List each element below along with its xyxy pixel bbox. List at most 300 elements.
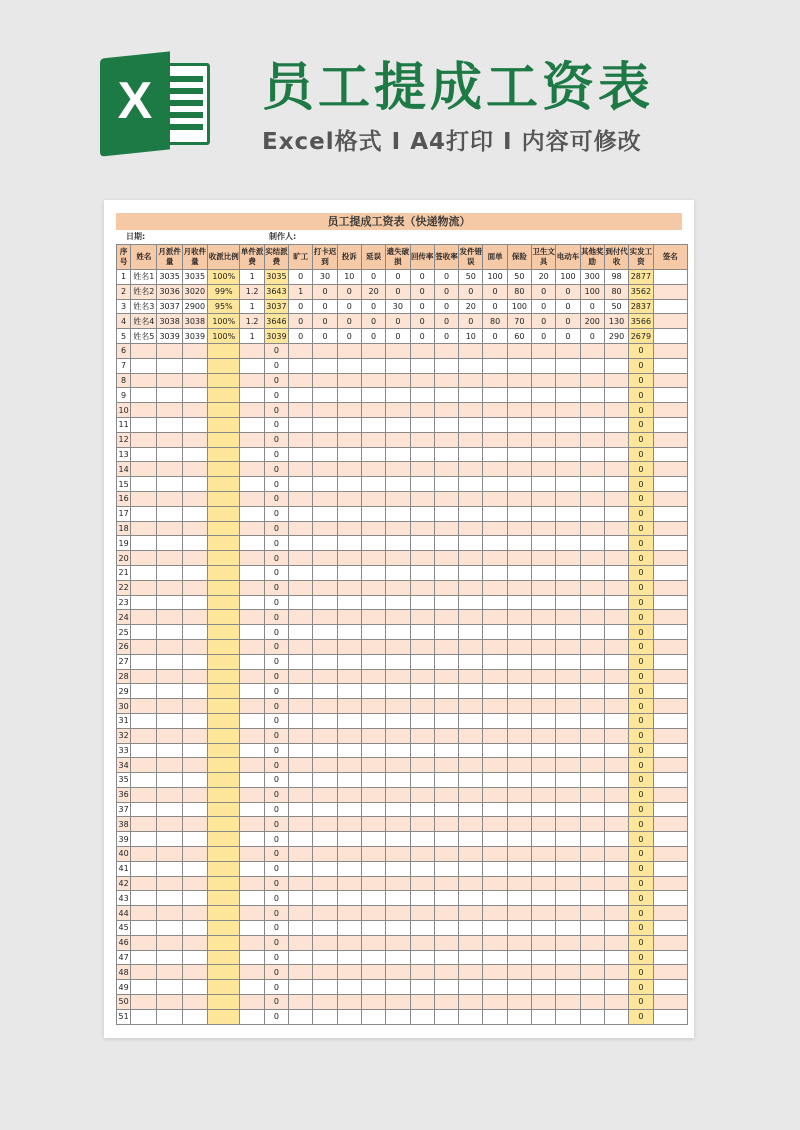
table-cell[interactable] [131,536,157,551]
table-cell[interactable] [313,713,337,728]
table-cell[interactable] [483,876,507,891]
table-cell[interactable]: 姓名3 [131,299,157,314]
table-cell[interactable] [289,343,313,358]
table-cell[interactable] [386,625,410,640]
table-cell[interactable]: 0 [289,329,313,344]
table-cell[interactable]: 20 [361,284,385,299]
table-cell[interactable] [337,773,361,788]
table-cell[interactable] [337,802,361,817]
table-cell[interactable] [604,639,628,654]
table-cell[interactable]: 1.2 [240,314,264,329]
table-cell[interactable] [556,417,580,432]
table-cell[interactable] [556,787,580,802]
table-cell[interactable] [532,669,556,684]
table-cell[interactable] [532,876,556,891]
table-cell[interactable] [434,1009,458,1024]
table-cell[interactable] [653,403,687,418]
table-cell[interactable] [459,343,483,358]
table-cell[interactable] [653,595,687,610]
table-cell[interactable]: 0 [556,314,580,329]
table-cell[interactable] [434,521,458,536]
table-cell[interactable] [361,773,385,788]
table-cell[interactable]: 0 [386,329,410,344]
table-cell[interactable] [240,477,264,492]
table-cell[interactable] [556,388,580,403]
table-cell[interactable] [580,935,604,950]
table-cell[interactable] [434,477,458,492]
table-cell[interactable] [532,432,556,447]
table-cell[interactable] [157,580,182,595]
table-cell[interactable] [556,432,580,447]
table-cell[interactable] [459,980,483,995]
table-cell[interactable] [208,521,240,536]
table-cell[interactable] [386,358,410,373]
table-cell[interactable] [410,580,434,595]
table-cell[interactable] [532,921,556,936]
table-cell[interactable] [483,787,507,802]
table-cell[interactable] [337,699,361,714]
table-cell[interactable] [556,639,580,654]
table-cell[interactable]: 0 [264,906,288,921]
table-cell[interactable] [313,477,337,492]
table-cell[interactable] [157,639,182,654]
table-cell[interactable] [580,728,604,743]
table-cell[interactable] [653,373,687,388]
table-cell[interactable] [157,773,182,788]
table-cell[interactable] [157,891,182,906]
table-cell[interactable] [507,610,531,625]
table-cell[interactable] [289,743,313,758]
table-cell[interactable] [410,861,434,876]
table-cell[interactable] [483,758,507,773]
table-cell[interactable] [182,817,207,832]
table-cell[interactable] [240,565,264,580]
table-cell[interactable] [157,654,182,669]
table-cell[interactable] [483,906,507,921]
table-cell[interactable] [556,861,580,876]
table-cell[interactable] [410,536,434,551]
table-cell[interactable] [556,817,580,832]
table-cell[interactable] [337,551,361,566]
table-cell[interactable] [434,565,458,580]
table-cell[interactable]: 0 [629,417,653,432]
table-cell[interactable] [653,314,687,329]
table-cell[interactable] [313,861,337,876]
table-cell[interactable] [157,610,182,625]
table-cell[interactable]: 0 [629,728,653,743]
table-cell[interactable] [532,388,556,403]
table-cell[interactable] [208,935,240,950]
table-cell[interactable] [208,891,240,906]
table-cell[interactable] [386,639,410,654]
table-cell[interactable] [157,1009,182,1024]
table-cell[interactable] [337,417,361,432]
table-cell[interactable] [532,906,556,921]
table-cell[interactable] [434,906,458,921]
table-cell[interactable]: 0 [629,373,653,388]
table-cell[interactable] [131,773,157,788]
table-cell[interactable] [313,876,337,891]
table-cell[interactable] [289,906,313,921]
table-cell[interactable] [313,536,337,551]
table-cell[interactable] [580,491,604,506]
table-cell[interactable] [337,595,361,610]
table-cell[interactable] [434,462,458,477]
table-cell[interactable] [208,491,240,506]
table-cell[interactable] [580,388,604,403]
table-cell[interactable] [410,477,434,492]
table-cell[interactable] [604,625,628,640]
table-cell[interactable]: 300 [580,270,604,285]
table-cell[interactable] [386,876,410,891]
table-cell[interactable] [313,921,337,936]
table-cell[interactable] [434,773,458,788]
table-cell[interactable] [653,284,687,299]
table-cell[interactable]: 0 [629,817,653,832]
table-cell[interactable] [361,565,385,580]
table-cell[interactable] [410,343,434,358]
table-cell[interactable] [313,565,337,580]
table-cell[interactable] [410,787,434,802]
table-cell[interactable]: 0 [580,329,604,344]
table-cell[interactable]: 7 [117,358,131,373]
table-cell[interactable] [507,639,531,654]
table-cell[interactable] [182,580,207,595]
table-cell[interactable] [580,921,604,936]
table-cell[interactable]: 0 [629,521,653,536]
table-cell[interactable] [313,950,337,965]
table-cell[interactable] [337,358,361,373]
table-cell[interactable] [556,580,580,595]
table-cell[interactable] [507,1009,531,1024]
table-cell[interactable] [459,950,483,965]
table-cell[interactable] [313,832,337,847]
table-cell[interactable] [483,462,507,477]
table-cell[interactable]: 0 [264,536,288,551]
table-cell[interactable] [483,358,507,373]
table-cell[interactable] [131,891,157,906]
table-cell[interactable] [434,802,458,817]
table-cell[interactable] [289,580,313,595]
table-cell[interactable] [386,536,410,551]
table-cell[interactable] [653,684,687,699]
table-cell[interactable]: 0 [532,329,556,344]
table-cell[interactable]: 3020 [182,284,207,299]
table-cell[interactable] [182,995,207,1010]
table-cell[interactable]: 37 [117,802,131,817]
table-cell[interactable] [434,980,458,995]
table-cell[interactable] [483,343,507,358]
table-cell[interactable]: 0 [410,270,434,285]
table-cell[interactable] [208,847,240,862]
table-cell[interactable]: 0 [264,699,288,714]
table-cell[interactable] [313,491,337,506]
table-cell[interactable]: 0 [629,551,653,566]
table-cell[interactable] [483,373,507,388]
table-cell[interactable]: 0 [629,935,653,950]
table-cell[interactable] [556,625,580,640]
table-cell[interactable] [604,373,628,388]
table-cell[interactable] [653,610,687,625]
table-cell[interactable] [131,906,157,921]
table-cell[interactable]: 29 [117,684,131,699]
table-cell[interactable] [131,847,157,862]
table-cell[interactable]: 3036 [157,284,182,299]
table-cell[interactable] [604,995,628,1010]
table-cell[interactable]: 0 [629,832,653,847]
table-cell[interactable] [483,728,507,743]
table-cell[interactable] [313,891,337,906]
table-cell[interactable] [361,536,385,551]
table-cell[interactable] [556,802,580,817]
table-cell[interactable] [483,477,507,492]
table-cell[interactable]: 0 [264,610,288,625]
table-cell[interactable]: 0 [629,847,653,862]
table-cell[interactable] [313,403,337,418]
table-cell[interactable]: 0 [264,832,288,847]
table-cell[interactable] [653,906,687,921]
table-cell[interactable] [604,491,628,506]
table-cell[interactable] [556,551,580,566]
table-cell[interactable] [532,847,556,862]
table-cell[interactable] [131,506,157,521]
table-cell[interactable] [289,536,313,551]
table-cell[interactable] [532,343,556,358]
table-cell[interactable] [289,891,313,906]
table-cell[interactable]: 0 [532,299,556,314]
table-cell[interactable] [556,891,580,906]
table-cell[interactable] [653,950,687,965]
table-cell[interactable]: 0 [289,314,313,329]
table-cell[interactable] [434,639,458,654]
table-cell[interactable] [313,462,337,477]
table-cell[interactable] [386,965,410,980]
table-cell[interactable]: 4 [117,314,131,329]
table-cell[interactable] [313,699,337,714]
table-cell[interactable] [208,728,240,743]
table-cell[interactable] [434,891,458,906]
table-cell[interactable]: 95% [208,299,240,314]
table-cell[interactable]: 33 [117,743,131,758]
table-cell[interactable]: 39 [117,832,131,847]
table-cell[interactable] [434,343,458,358]
table-cell[interactable]: 42 [117,876,131,891]
table-cell[interactable] [131,802,157,817]
table-cell[interactable] [410,876,434,891]
table-cell[interactable] [434,654,458,669]
table-cell[interactable] [483,773,507,788]
table-cell[interactable] [131,1009,157,1024]
table-cell[interactable] [556,935,580,950]
table-cell[interactable] [157,817,182,832]
table-cell[interactable] [532,1009,556,1024]
table-cell[interactable] [386,847,410,862]
table-cell[interactable] [483,713,507,728]
table-cell[interactable] [532,477,556,492]
table-cell[interactable]: 2679 [629,329,653,344]
table-cell[interactable] [410,358,434,373]
table-cell[interactable] [240,551,264,566]
table-cell[interactable] [410,669,434,684]
table-cell[interactable] [337,625,361,640]
table-cell[interactable] [604,551,628,566]
table-cell[interactable] [532,506,556,521]
table-cell[interactable] [361,403,385,418]
table-cell[interactable] [653,358,687,373]
table-cell[interactable] [580,847,604,862]
table-cell[interactable]: 0 [264,358,288,373]
table-cell[interactable] [459,536,483,551]
table-cell[interactable] [604,743,628,758]
table-cell[interactable] [410,625,434,640]
table-cell[interactable] [556,506,580,521]
table-cell[interactable] [337,654,361,669]
table-cell[interactable]: 0 [629,802,653,817]
table-cell[interactable] [532,802,556,817]
table-cell[interactable] [434,684,458,699]
table-cell[interactable] [240,847,264,862]
table-cell[interactable] [289,521,313,536]
table-cell[interactable] [580,699,604,714]
table-cell[interactable] [556,447,580,462]
table-cell[interactable] [208,965,240,980]
table-cell[interactable]: 0 [434,284,458,299]
table-cell[interactable]: 0 [264,1009,288,1024]
table-cell[interactable] [361,654,385,669]
table-cell[interactable] [157,980,182,995]
table-cell[interactable] [157,713,182,728]
table-cell[interactable] [240,625,264,640]
table-cell[interactable]: 0 [264,462,288,477]
table-cell[interactable] [604,832,628,847]
table-cell[interactable] [434,580,458,595]
table-cell[interactable]: 30 [313,270,337,285]
table-cell[interactable] [653,639,687,654]
table-cell[interactable] [556,832,580,847]
table-cell[interactable] [434,847,458,862]
table-cell[interactable] [240,506,264,521]
table-cell[interactable] [337,565,361,580]
table-cell[interactable]: 50 [507,270,531,285]
table-cell[interactable]: 3038 [182,314,207,329]
table-cell[interactable] [289,639,313,654]
table-cell[interactable]: 0 [313,284,337,299]
table-cell[interactable]: 70 [507,314,531,329]
table-cell[interactable] [289,595,313,610]
table-cell[interactable] [289,403,313,418]
table-cell[interactable] [131,950,157,965]
table-cell[interactable] [182,950,207,965]
table-cell[interactable] [604,417,628,432]
table-cell[interactable] [289,462,313,477]
table-cell[interactable] [337,935,361,950]
table-cell[interactable]: 20 [532,270,556,285]
table-cell[interactable] [289,980,313,995]
table-cell[interactable] [337,610,361,625]
table-cell[interactable] [182,373,207,388]
table-cell[interactable] [653,773,687,788]
table-cell[interactable] [556,743,580,758]
table-cell[interactable] [157,358,182,373]
table-cell[interactable] [459,654,483,669]
table-cell[interactable] [289,861,313,876]
table-cell[interactable] [361,358,385,373]
table-cell[interactable]: 40 [117,847,131,862]
table-cell[interactable] [240,417,264,432]
table-cell[interactable] [556,669,580,684]
table-cell[interactable] [580,521,604,536]
table-cell[interactable] [289,610,313,625]
table-cell[interactable] [434,758,458,773]
table-cell[interactable] [240,343,264,358]
table-cell[interactable] [532,654,556,669]
table-cell[interactable] [386,980,410,995]
table-cell[interactable] [604,773,628,788]
table-cell[interactable] [361,551,385,566]
table-cell[interactable]: 0 [264,980,288,995]
table-cell[interactable] [337,373,361,388]
table-cell[interactable]: 100 [507,299,531,314]
table-cell[interactable] [240,373,264,388]
table-cell[interactable] [208,343,240,358]
table-cell[interactable] [208,432,240,447]
table-cell[interactable] [507,403,531,418]
table-cell[interactable] [604,432,628,447]
table-cell[interactable] [580,536,604,551]
table-cell[interactable] [337,462,361,477]
table-cell[interactable] [361,432,385,447]
table-cell[interactable] [556,773,580,788]
table-cell[interactable] [337,447,361,462]
table-cell[interactable] [131,403,157,418]
table-cell[interactable]: 0 [361,329,385,344]
table-cell[interactable] [410,935,434,950]
table-cell[interactable] [459,595,483,610]
table-cell[interactable] [653,847,687,862]
table-cell[interactable]: 0 [264,388,288,403]
table-cell[interactable]: 0 [264,758,288,773]
table-cell[interactable] [653,980,687,995]
table-cell[interactable] [604,906,628,921]
table-cell[interactable]: 0 [629,758,653,773]
table-cell[interactable]: 0 [580,299,604,314]
table-cell[interactable] [240,965,264,980]
table-cell[interactable] [604,388,628,403]
table-cell[interactable] [337,403,361,418]
table-cell[interactable] [556,491,580,506]
table-cell[interactable] [289,950,313,965]
table-cell[interactable] [289,491,313,506]
table-cell[interactable] [157,684,182,699]
table-cell[interactable] [157,847,182,862]
table-cell[interactable] [131,654,157,669]
table-cell[interactable] [131,684,157,699]
table-cell[interactable] [289,1009,313,1024]
table-cell[interactable] [532,965,556,980]
table-cell[interactable] [507,713,531,728]
table-cell[interactable] [507,950,531,965]
table-cell[interactable]: 0 [629,610,653,625]
table-cell[interactable] [434,743,458,758]
table-cell[interactable] [507,728,531,743]
table-cell[interactable] [182,891,207,906]
table-cell[interactable] [556,995,580,1010]
table-cell[interactable] [240,787,264,802]
table-cell[interactable] [556,373,580,388]
table-cell[interactable]: 0 [629,699,653,714]
table-cell[interactable] [386,417,410,432]
table-cell[interactable] [157,403,182,418]
